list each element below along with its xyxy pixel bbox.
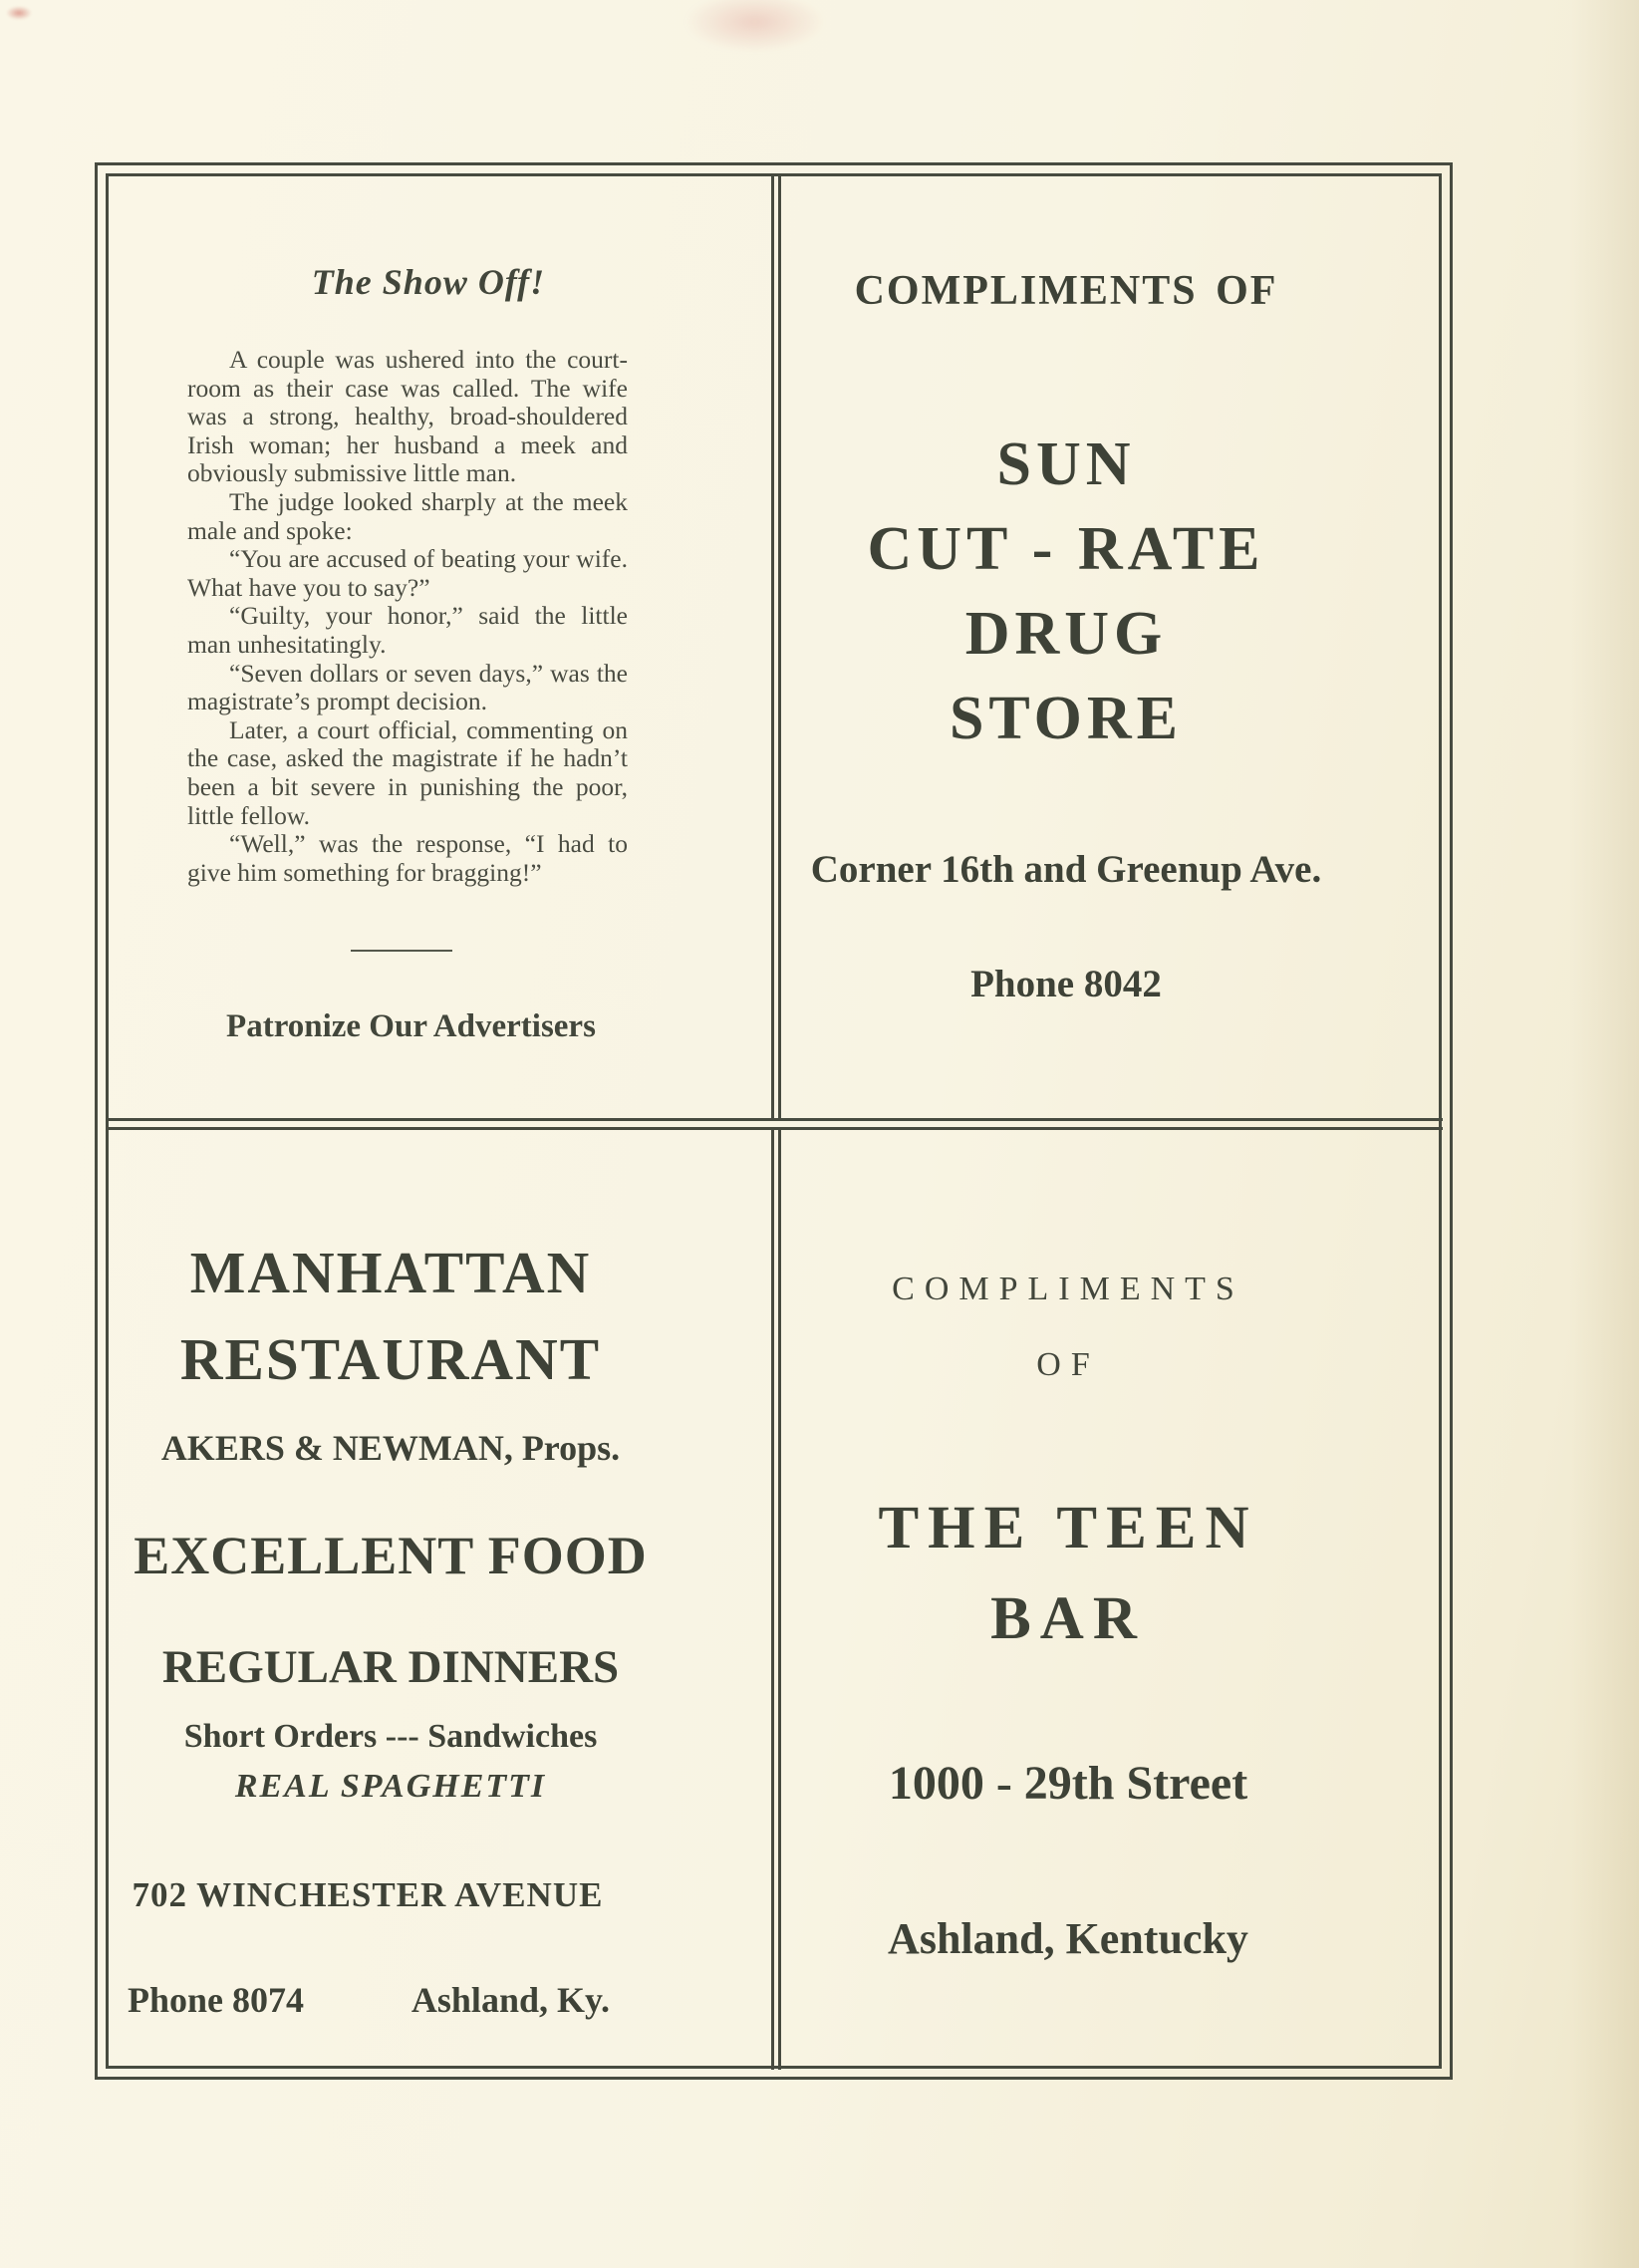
teen-bar-compliments-line: OF [1036, 1346, 1100, 1383]
story-paragraph: A couple was ushered into the court-room as their case was called. The wife was a strong, healthy, broad-shouldered Irish woman; her husband a meek and obviously submissive little man. [187, 345, 628, 488]
teen-bar-name-line: THE TEEN [878, 1495, 1258, 1561]
quadrant-divider-horizontal [106, 1118, 1443, 1130]
sun-drug-name-line: DRUG [964, 600, 1168, 668]
sun-drug-compliments-heading: COMPLIMENTS OF [854, 268, 1278, 314]
story-paragraph: “Well,” was the response, “I had to give him something for bragging!” [187, 829, 628, 887]
manhattan-name-line: RESTAURANT [179, 1326, 602, 1392]
manhattan-menu-line: Short Orders --- Sandwiches [183, 1718, 598, 1755]
sun-drug-name-line: STORE [949, 685, 1184, 752]
manhattan-subhead: REGULAR DINNERS [161, 1641, 620, 1693]
story-paragraph: “Guilty, your honor,” said the little man unhesitatingly. [187, 601, 628, 659]
story-text [187, 346, 628, 887]
patronize-advertisers-note: Patronize Our Advertisers [226, 1008, 596, 1044]
manhattan-phone: Phone 8074 [128, 1980, 305, 2020]
sun-drug-name-line: CUT - RATE [867, 515, 1265, 583]
sun-drug-name-line: SUN [996, 430, 1136, 498]
section-divider-rule [351, 950, 452, 952]
teen-bar-compliments-heading [784, 1252, 1352, 1403]
page-edge-shading [1569, 0, 1639, 2268]
manhattan-phone-city-row [128, 1979, 610, 2021]
story-paragraph: “Seven dollars or seven days,” was the magistrate’s prompt decision. [187, 658, 628, 716]
sun-drug-phone: Phone 8042 [970, 963, 1162, 1005]
story-paragraph: Later, a court official, commenting on the case, asked the magistrate if he hadn’t been a bit severe in punishing the poor, little fellow. [187, 714, 628, 830]
manhattan-city: Ashland, Ky. [410, 1980, 610, 2020]
manhattan-address: 702 WINCHESTER AVENUE [132, 1875, 604, 1914]
manhattan-restaurant-name [95, 1230, 686, 1403]
manhattan-headline: EXCELLENT FOOD [134, 1526, 648, 1585]
teen-bar-city: Ashland, Kentucky [888, 1914, 1248, 1963]
sun-drug-store-name [777, 423, 1355, 761]
manhattan-proprietors: AKERS & NEWMAN, Props. [160, 1428, 621, 1468]
story-title: The Show Off! [311, 262, 546, 302]
story-paragraph: “You are accused of beating your wife. What have you to say?” [187, 544, 628, 602]
story-paragraph: The judge looked sharply at the meek male and spoke: [187, 486, 628, 545]
manhattan-name-line: MANHATTAN [189, 1240, 592, 1305]
teen-bar-name-line: BAR [990, 1585, 1146, 1652]
manhattan-specialty: REAL SPAGHETTI [234, 1768, 547, 1805]
scan-smudge [685, 0, 825, 52]
sun-drug-address: Corner 16th and Greenup Ave. [810, 848, 1322, 891]
teen-bar-compliments-line: COMPLIMENTS [892, 1271, 1244, 1307]
scan-mark [6, 6, 32, 20]
quadrant-divider-vertical-bottom [771, 1130, 781, 2070]
teen-bar-address: 1000 - 29th Street [888, 1757, 1248, 1810]
teen-bar-name [784, 1483, 1352, 1664]
